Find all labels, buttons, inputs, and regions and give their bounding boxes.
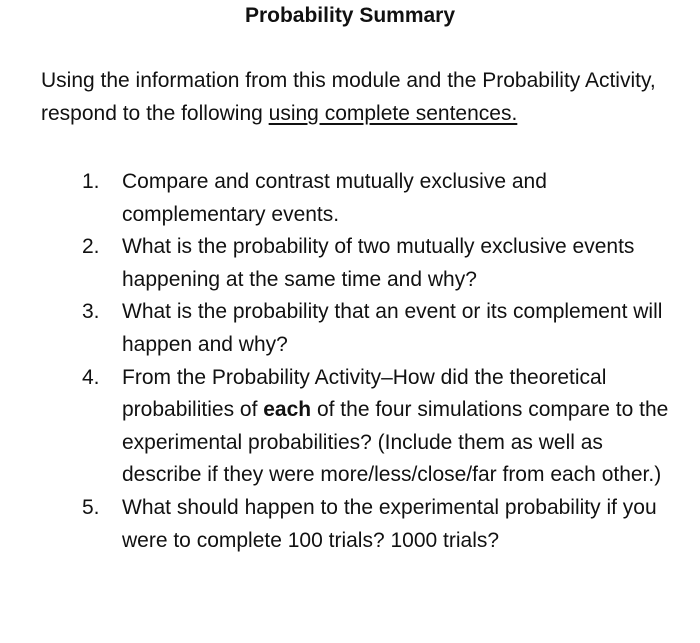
- question-item: [82, 231, 682, 296]
- question-item: [82, 166, 682, 231]
- question-emphasis: each: [263, 398, 312, 422]
- question-text: What should happen to the experimental probability if you were to complete 100 trials? 1000 trials?: [122, 495, 657, 552]
- question-text: What is the probability that an event or its complement will happen and why?: [122, 300, 663, 356]
- question-number: 1.: [82, 170, 100, 193]
- question-item: [82, 492, 682, 557]
- question-text: Compare and contrast mutually exclusive and complementary events.: [122, 170, 547, 226]
- question-number: 4.: [82, 365, 100, 389]
- question-text-part: From the Probability Activity–How did the theoretical probabilities of: [122, 365, 607, 422]
- question-item: [82, 296, 682, 361]
- question-text-part: of the four simulations compare to the experimental probabilities? (Include them as well as describe if they were more/less/close/far from each other.): [122, 398, 669, 487]
- instructions-emphasis: using complete sentences.: [268, 102, 518, 125]
- question-text: [122, 362, 682, 492]
- question-text: What is the probability of two mutually exclusive events happening at the same time and why?: [122, 235, 635, 291]
- question-number: 3.: [82, 300, 100, 324]
- document-title: Probability Summary: [244, 4, 456, 27]
- question-number: 2.: [82, 235, 100, 259]
- question-item: [82, 362, 682, 492]
- instructions-paragraph: [41, 64, 661, 130]
- instructions-text: Using the information from this module and the Probability Activity, respond to the following: [41, 69, 656, 125]
- question-list: [82, 166, 682, 557]
- question-number: 5.: [82, 495, 100, 519]
